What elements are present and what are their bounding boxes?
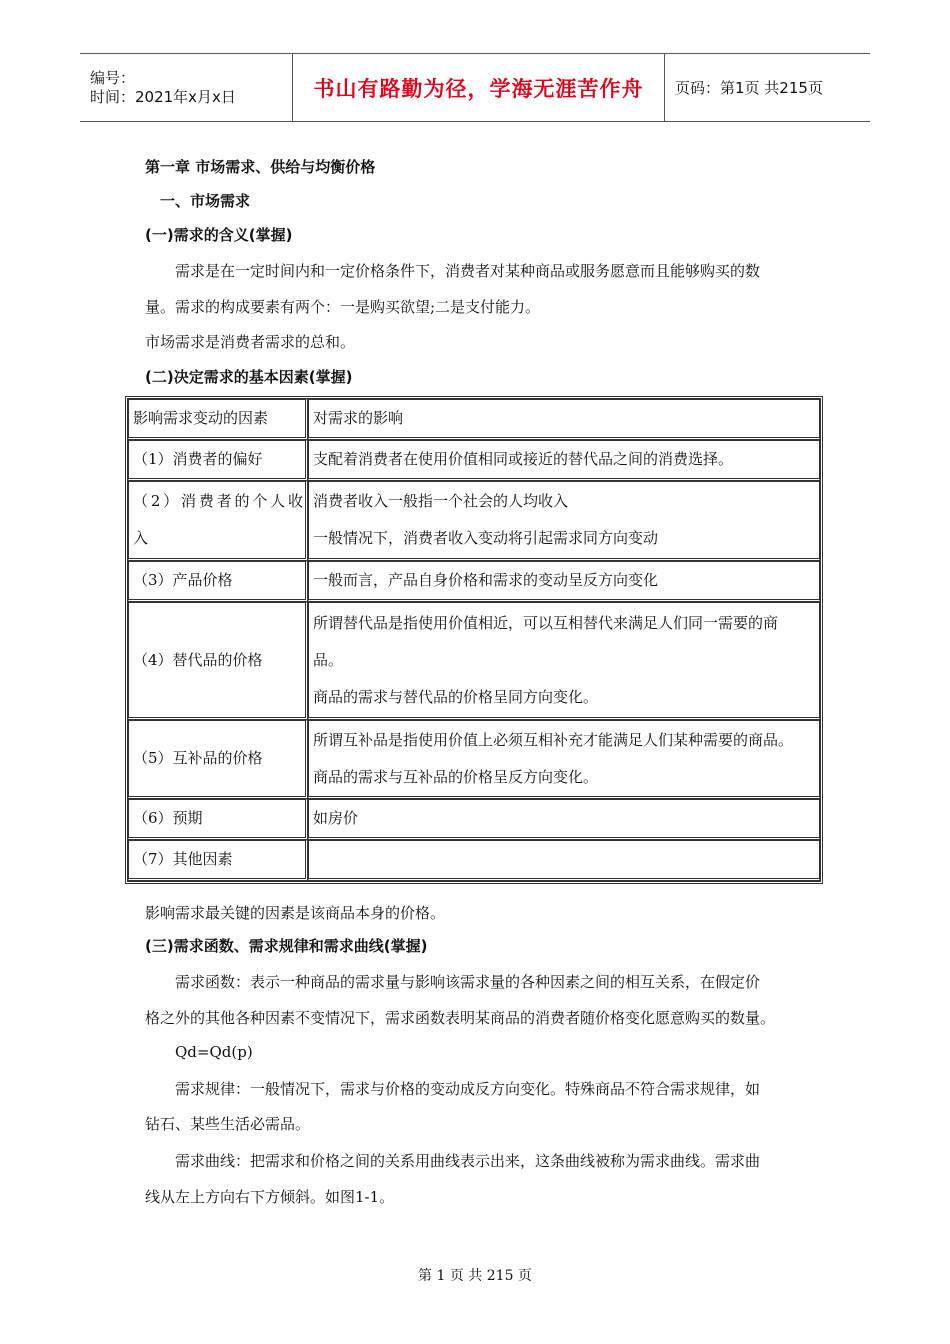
- table-row: [128, 840, 820, 881]
- table-row: [128, 602, 820, 720]
- table-row: [128, 440, 820, 481]
- factor-cell: （5）互补品的价格: [128, 720, 308, 799]
- paragraph-line: 需求曲线：把需求和价格之间的关系用曲线表示出来，这条曲线被称为需求曲线。需求曲: [175, 1152, 761, 1170]
- effect-line: 一般情况下，消费者收入变动将引起需求同方向变动: [313, 529, 659, 547]
- factor-cell: （7）其他因素: [128, 840, 308, 881]
- paragraph-line: 量。需求的构成要素有两个：一是购买欲望;二是支付能力。: [145, 298, 541, 316]
- paragraph-line: 需求规律：一般情况下，需求与价格的变动成反方向变化。特殊商品不符合需求规律，如: [175, 1080, 761, 1098]
- subsection-title: (三)需求函数、需求规律和需求曲线(掌握): [145, 937, 428, 955]
- paragraph-line: 线从左上方向右下方倾斜。如图1-1。: [145, 1188, 395, 1206]
- effect-cell: [308, 481, 820, 561]
- factor-line: 入: [133, 529, 149, 547]
- effect-cell: [308, 602, 820, 720]
- table-row: [128, 481, 820, 561]
- effect-line: 所谓互补品是指使用价值上必须互相补充才能满足人们某种需要的商品。: [313, 730, 794, 749]
- effect-line: 支配着消费者在使用价值相同或接近的替代品之间的消费选择。: [313, 450, 734, 468]
- factor-cell: （3）产品价格: [128, 561, 308, 602]
- page-footer: 第 1 页 共 215 页: [418, 1268, 532, 1284]
- effect-cell: [308, 799, 820, 840]
- subsection-title: (一)需求的含义(掌握): [145, 226, 293, 244]
- paragraph-line: 格之外的其他各种因素不变情况下，需求函数表明某商品的消费者随价格变化愿意购买的数量。: [145, 1009, 776, 1027]
- effect-cell: [308, 440, 820, 481]
- table-header-cell: 影响需求变动的因素: [128, 399, 308, 440]
- effect-line: 品。: [313, 650, 344, 669]
- number-label: 编号：: [90, 68, 136, 87]
- effect-line: 商品的需求与互补品的价格呈反方向变化。: [313, 767, 599, 786]
- table-row: [128, 720, 820, 799]
- subsection-title: (二)决定需求的基本因素(掌握): [145, 368, 353, 386]
- factor-cell: （4）替代品的价格: [128, 602, 308, 720]
- paragraph-line: 影响需求最关键的因素是该商品本身的价格。: [145, 904, 446, 922]
- header-page-label: 页码：第1页 共215页: [665, 54, 871, 122]
- page-header: [80, 53, 870, 122]
- table-header-row: [128, 399, 820, 440]
- table-row: [128, 799, 820, 840]
- paragraph-line: 钻石、某些生活必需品。: [145, 1115, 311, 1133]
- header-meta: [80, 54, 293, 122]
- table-header-cell: 对需求的影响: [308, 399, 820, 440]
- paragraph-line: 需求函数：表示一种商品的需求量与影响该需求量的各种因素之间的相互关系，在假定价: [175, 973, 761, 991]
- header-motto: 书山有路勤为径，学海无涯苦作舟: [293, 54, 665, 122]
- factor-cell: （1）消费者的偏好: [128, 440, 308, 481]
- effect-cell: [308, 840, 820, 881]
- demand-factors-table: [125, 396, 823, 884]
- paragraph-line: 需求是在一定时间内和一定价格条件下，消费者对某种商品或服务愿意而且能够购买的数: [175, 262, 761, 280]
- time-label: 时间：2021年x月x日: [90, 87, 236, 106]
- effect-cell: [308, 561, 820, 602]
- formula: Qd=Qd(p): [175, 1043, 253, 1061]
- effect-line: 所谓替代品是指使用价值相近，可以互相替代来满足人们同一需要的商: [313, 613, 779, 632]
- effect-line: 商品的需求与替代品的价格呈同方向变化。: [313, 687, 599, 706]
- factor-cell: （6）预期: [128, 799, 308, 840]
- effect-cell: [308, 720, 820, 799]
- factor-line: （2）消费者的个人收: [133, 492, 303, 510]
- section-title: 一、市场需求: [160, 192, 251, 210]
- effect-line: 一般而言，产品自身价格和需求的变动呈反方向变化: [313, 571, 659, 589]
- paragraph-line: 市场需求是消费者需求的总和。: [145, 333, 356, 351]
- chapter-title: 第一章 市场需求、供给与均衡价格: [145, 158, 376, 176]
- table-row: [128, 561, 820, 602]
- factor-cell: [128, 481, 308, 561]
- effect-line: 如房价: [313, 809, 359, 827]
- effect-line: 消费者收入一般指一个社会的人均收入: [313, 492, 569, 510]
